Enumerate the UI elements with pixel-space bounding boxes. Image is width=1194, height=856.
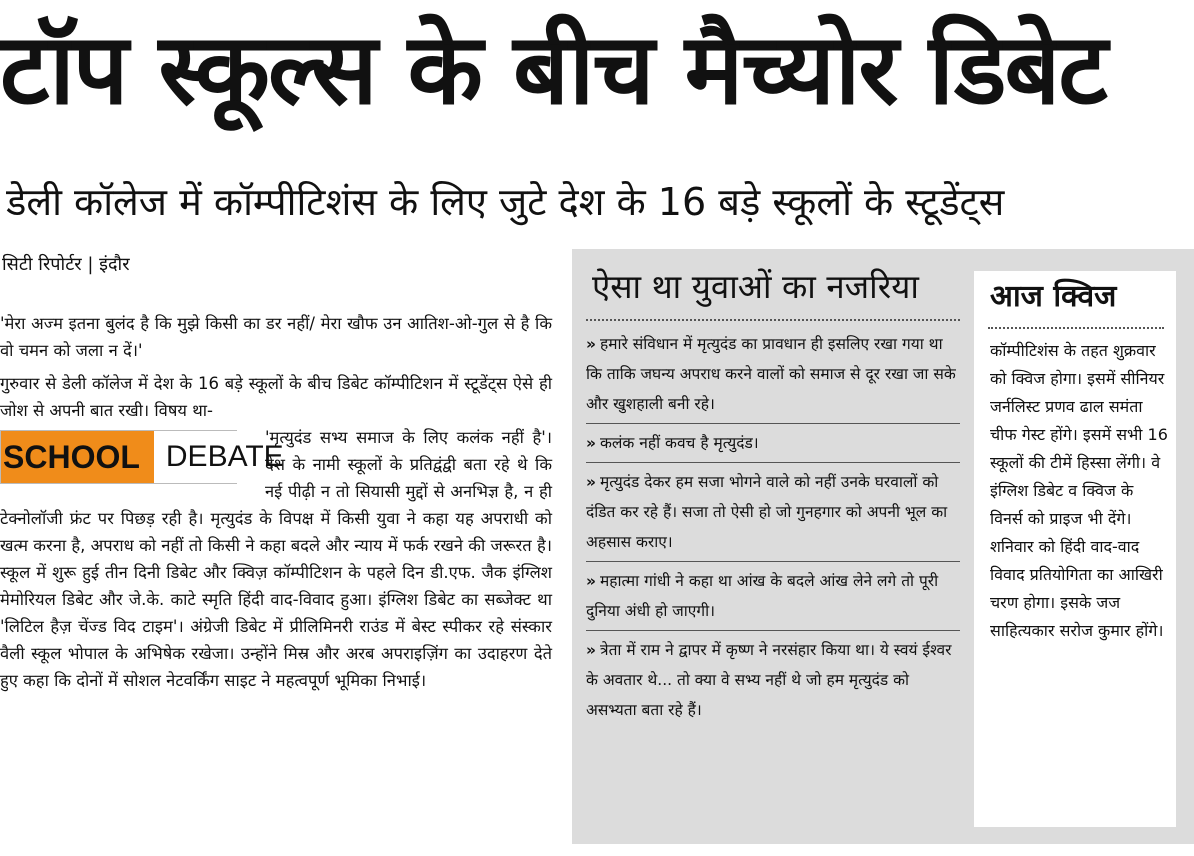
- quiz-box: [974, 271, 1176, 827]
- quiz-divider: [988, 327, 1164, 329]
- chevron-bullet-icon: »: [586, 641, 597, 659]
- tag-debate-label: DEBATE: [154, 431, 284, 483]
- article-body: [0, 310, 552, 694]
- subheadline: डेली कॉलेज में कॉम्पीटिशंस के लिए जुटे देश के 16 बड़े स्कूलों के स्टूडेंट्स: [6, 180, 1005, 224]
- school-debate-tag: [0, 430, 284, 484]
- chevron-bullet-icon: »: [586, 572, 597, 590]
- chevron-bullet-icon: »: [586, 434, 597, 452]
- sidebar-item: [586, 424, 960, 463]
- sidebar-item: [586, 562, 960, 631]
- article-quote: 'मेरा अज्म इतना बुलंद है कि मुझे किसी का डर नहीं/ मेरा खौफ उन आतिश-ओ-गुल से है कि वो चमन को जला न दें।': [0, 314, 552, 360]
- opinions-sidebar: [572, 249, 1194, 844]
- article-text: 'मृत्युदंड सभ्य समाज के लिए कलंक नहीं है'। देश के नामी स्कूलों के प्रतिद्वंद्वी बता रहे थे कि नई पीढ़ी न तो सियासी मुद्दों से अनभिज्ञ है, न ही टेक्नोलॉजी फ्रंट पर पिछड़ रही है। मृत्युदंड के विपक्ष में किसी युवा ने कहा यह अपराधी को खत्म करना है, अपराध को नहीं तो किसी ने कहा बदले और न्याय में फर्क रखने की जरूरत है। स्कूल में शुरू हुई तीन दिनी डिबेट और क्विज़ कॉम्पीटिशन के पहले दिन डी.एफ. जैक इंग्लिश मेमोरियल डिबेट और जे.के. काटे स्मृति हिंदी वाद-विवाद हुआ। इंग्लिश डिबेट का सब्जेक्ट था 'लिटिल हैज़ चेंज्ड विद टाइम'। अंग्रेजी डिबेट में प्रीलिमिनरी राउंड में बेस्ट स्पीकर रहे संस्कार वैली स्कूल भोपाल के अभिषेक रखेजा। उन्होंने मिस्र और अरब अपराइज़िंग का उदाहरण देते हुए कहा कि दोनों में सोशल नेटवर्किंग साइट ने महत्वपूर्ण भूमिका निभाई।: [0, 428, 552, 690]
- sidebar-item: [586, 463, 960, 562]
- article-intro: गुरुवार से डेली कॉलेज में देश के 16 बड़े स्कूलों के बीच डिबेट कॉम्पीटिशन में स्टूडेंट्स ऐसे ही जोश से अपनी बात रखी। विषय था-: [0, 374, 552, 420]
- sidebar-item-text: कलंक नहीं कवच है मृत्युदंड।: [600, 434, 759, 452]
- byline: सिटी रिपोर्टर | इंदौर: [2, 254, 130, 275]
- tag-school-label: SCHOOL: [1, 431, 154, 483]
- sidebar-item-text: त्रेता में राम ने द्वापर में कृष्ण ने नरसंहार किया था। ये स्वयं ईश्वर के अवतार थे... तो क्या वे सभ्य नहीं थे जो हम मृत्युदंड को असभ्यता बता रहे हैं।: [586, 641, 952, 719]
- chevron-bullet-icon: »: [586, 335, 597, 353]
- sidebar-item: [586, 325, 960, 424]
- headline: टॉप स्कूल्स के बीच मैच्योर डिबेट: [0, 13, 1106, 127]
- sidebar-item-text: मृत्युदंड देकर हम सजा भोगने वाले को नहीं उनके घरवालों को दंडित कर रहे हैं। सजा तो ऐसी हो जो गुनहगार को अपनी भूल का अहसास कराए।: [586, 473, 948, 551]
- sidebar-item-text: हमारे संविधान में मृत्युदंड का प्रावधान ही इसलिए रखा गया था कि ताकि जघन्य अपराध करने वालों को समाज से दूर रखा जा सके और खुशहाली बनी रहे।: [586, 335, 956, 413]
- sidebar-item-text: महात्मा गांधी ने कहा था आंख के बदले आंख लेने लगे तो पूरी दुनिया अंधी हो जाएगी।: [586, 572, 939, 620]
- sidebar-item: [586, 631, 960, 729]
- quiz-title: आज क्विज: [990, 279, 1117, 314]
- quiz-text: कॉम्पीटिशंस के तहत शुक्रवार को क्विज होगा। इसमें सीनियर जर्नलिस्ट प्रणव ढाल समंता चीफ गेस्ट होंगे। इसमें सभी 16 स्कूलों की टीमें हिस्सा लेंगी। वे इंग्लिश डिबेट व क्विज के विनर्स को प्राइज भी देंगे। शनिवार को हिंदी वाद-वाद विवाद प्रतियोगिता का आखिरी चरण होगा। इसके जज साहित्यकार सरोज कुमार होंगे।: [990, 341, 1168, 640]
- sidebar-divider: [586, 319, 960, 321]
- sidebar-list: [586, 325, 960, 729]
- sidebar-title: ऐसा था युवाओं का नजरिया: [592, 267, 919, 306]
- chevron-bullet-icon: »: [586, 473, 597, 491]
